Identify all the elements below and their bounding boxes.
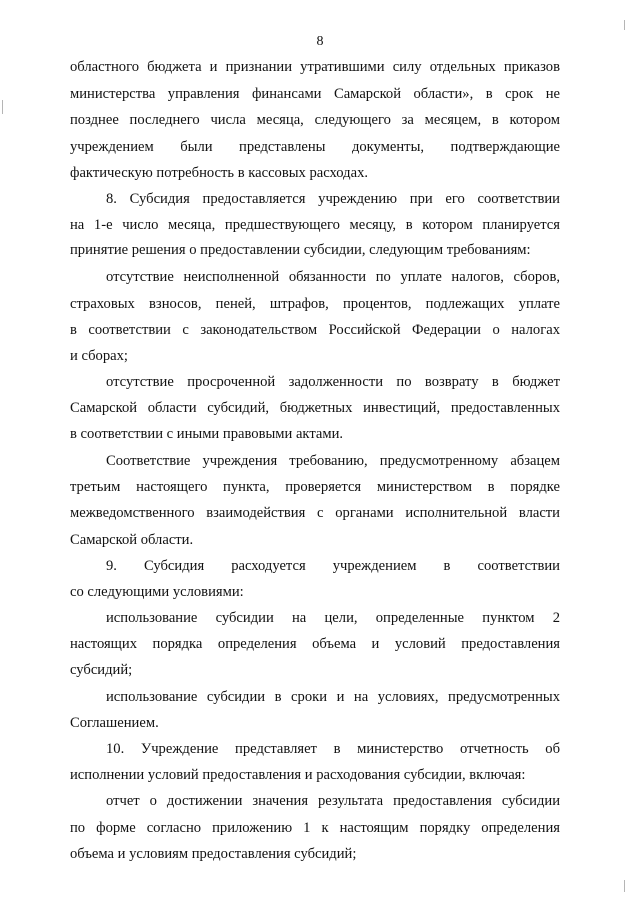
- text-line: страховых взносов, пеней, штрафов, процентов, подлежащих уплате: [70, 296, 560, 312]
- text-line: исполнении условий предоставления и расходования субсидии, включая:: [70, 767, 526, 783]
- text-line: субсидий;: [70, 662, 133, 678]
- text-line: министерства управления финансами Самарской области», в срок не: [70, 86, 560, 102]
- text-line: настоящих порядка определения объема и условий предоставления: [70, 636, 560, 652]
- text-line: 9. Субсидия расходуется учреждением в соответствии: [106, 558, 560, 574]
- text-line: 8. Субсидия предоставляется учреждению при его соответствии: [106, 191, 560, 207]
- text-line: на 1-е число месяца, предшествующего месяцу, в котором планируется: [70, 217, 560, 233]
- text-line: принятие решения о предоставлении субсидии, следующим требованиям:: [70, 242, 531, 258]
- text-line: позднее последнего числа месяца, следующего за месяцем, в котором: [70, 112, 560, 128]
- text-line: Соглашением.: [70, 715, 159, 731]
- text-line: межведомственного взаимодействия с органами исполнительной власти: [70, 505, 560, 521]
- text-line: и сборах;: [70, 348, 128, 364]
- text-line: по форме согласно приложению 1 к настоящим порядку определения: [70, 820, 560, 836]
- text-line: в соответствии с законодательством Российской Федерации о налогах: [70, 322, 560, 338]
- text-line: учреждением были представлены документы, подтверждающие: [70, 139, 560, 155]
- text-line: использование субсидии в сроки и на условиях, предусмотренных: [106, 689, 560, 705]
- text-line: в соответствии с иными правовыми актами.: [70, 426, 344, 442]
- scan-mark: [2, 100, 3, 114]
- text-line: областного бюджета и признании утратившими силу отдельных приказов: [70, 59, 560, 75]
- page-number: 8: [316, 34, 324, 49]
- text-line: третьим настоящего пункта, проверяется министерством в порядке: [70, 479, 560, 495]
- text-line: Самарской области.: [70, 532, 194, 548]
- text-line: 10. Учреждение представляет в министерство отчетность об: [106, 741, 560, 757]
- text-line: со следующими условиями:: [70, 584, 244, 600]
- scan-mark: [624, 880, 625, 892]
- text-line: фактическую потребность в кассовых расходах.: [70, 165, 369, 181]
- text-line: отсутствие неисполненной обязанности по уплате налогов, сборов,: [106, 269, 560, 285]
- text-line: Самарской области субсидий, бюджетных инвестиций, предоставленных: [70, 400, 560, 416]
- text-line: объема и условиям предоставления субсидий;: [70, 846, 357, 862]
- scan-mark: [624, 20, 625, 30]
- text-line: Соответствие учреждения требованию, предусмотренному абзацем: [106, 453, 560, 469]
- text-line: отсутствие просроченной задолженности по возврату в бюджет: [106, 374, 560, 390]
- text-line: использование субсидии на цели, определенные пунктом 2: [106, 610, 560, 626]
- text-line: отчет о достижении значения результата предоставления субсидии: [106, 793, 560, 809]
